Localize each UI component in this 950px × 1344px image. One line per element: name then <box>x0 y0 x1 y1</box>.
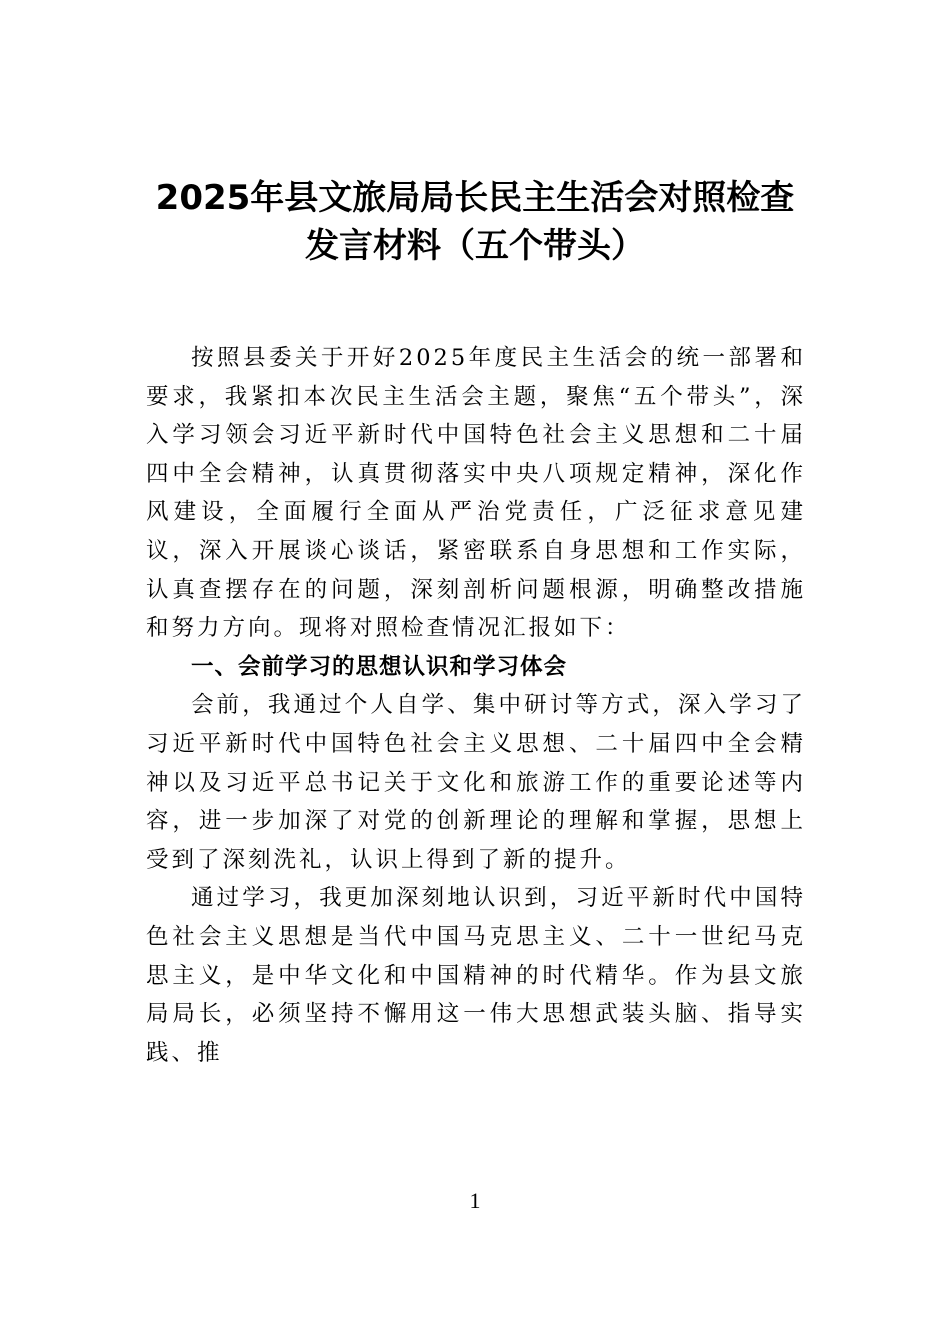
intro-paragraph: 按照县委关于开好2025年度民主生活会的统一部署和要求，我紧扣本次民主生活会主题，聚焦“五个带头”，深入学习领会习近平新时代中国特色社会主义思想和二十届四中全会精神，认真贯彻落实中央八项规定精神，深化作风建设，全面履行全面从严治党责任，广泛征求意见建议，深入开展谈心谈话，紧密联系自身思想和工作实际，认真查摆存在的问题，深刻剖析问题根源，明确整改措施和努力方向。现将对照检查情况汇报如下： <box>146 345 806 642</box>
document-body <box>146 339 806 1072</box>
section1-paragraph-2: 通过学习，我更加深刻地认识到，习近平新时代中国特色社会主义思想是当代中国马克思主义、二十一世纪马克思主义，是中华文化和中国精神的时代精华。作为县文旅局局长，必须坚持不懈用这一伟大思想武装头脑、指导实践、推 <box>146 885 806 1066</box>
section1-paragraph-1: 会前，我通过个人自学、集中研讨等方式，深入学习了习近平新时代中国特色社会主义思想、二十届四中全会精神以及习近平总书记关于文化和旅游工作的重要论述等内容，进一步加深了对党的创新理论的理解和掌握，思想上受到了深刻洗礼，认识上得到了新的提升。 <box>146 692 806 873</box>
page-number: 1 <box>469 1188 481 1213</box>
document-title-line-1: 2025年县文旅局局长民主生活会对照检查 <box>155 178 795 218</box>
section-heading-1: 一、会前学习的思想认识和学习体会 <box>191 653 568 680</box>
document-title-line-2: 发言材料（五个带头） <box>305 226 645 266</box>
